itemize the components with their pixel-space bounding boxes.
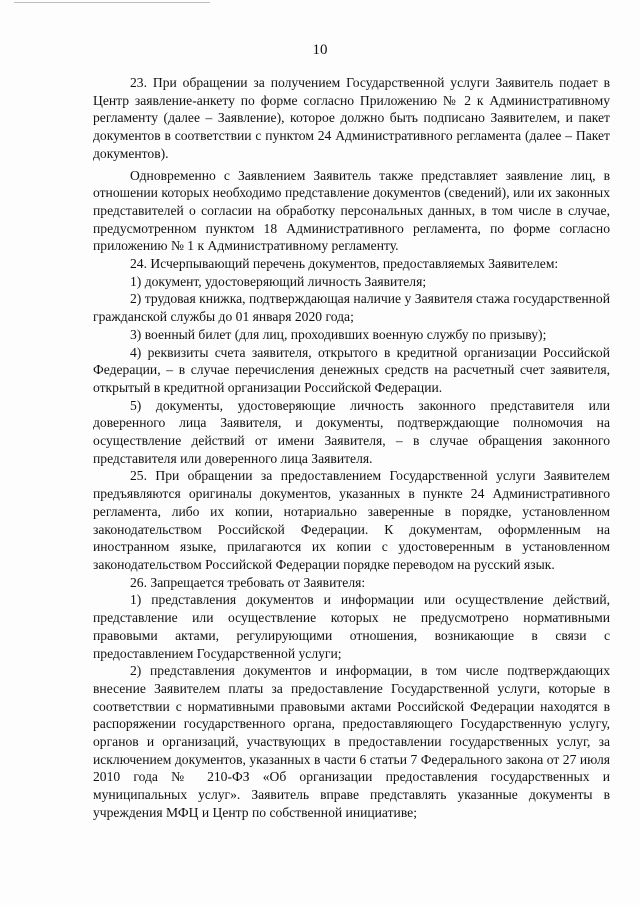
page-number: 10 — [312, 42, 328, 58]
paragraph-24: 24. Исчерпывающий перечень документов, предоставляемых Заявителем: — [130, 256, 559, 272]
list-item: 4) реквизиты счета заявителя, открытого в кредитной организации Российской Федерации, – в случае перечисления денежных средств на расчетный счет заявителя, открытый в кредитной организации Российской Федерации. — [93, 344, 610, 395]
document-body — [93, 74, 610, 822]
list-item: 2) трудовая книжка, подтверждающая наличие у Заявителя стажа государственной гражданской службы до 01 января 2020 года; — [93, 291, 610, 325]
paragraph-23: 23. При обращении за получением Государственной услуги Заявитель подает в Центр заявление-анкету по форме согласно Приложению № 2 к Административному регламенту (далее – Заявление), которое должно быть подписано Заявителем, и пакет документов в соответствии с пунктом 24 Административного регламента (далее – Пакет документов). — [93, 75, 610, 161]
list-item: 5) документы, удостоверяющие личность законного представителя или доверенного лица Заявителя, и документы, подтверждающие полномочия на осуществление действий от имени Заявителя, – в случае обращения законного представителя или доверенного лица Заявителя. — [93, 397, 610, 466]
paragraph-consent: Одновременно с Заявлением Заявитель также представляет заявление лиц, в отношении которых необходимо представление документов (сведений), или их законных представителей о согласии на обработку персональных данных, в том числе в случае, предусмотренном пунктом 18 Административного регламента, по форме согласно приложению № 1 к Административному регламенту. — [93, 167, 610, 254]
paragraph-25: 25. При обращении за предоставлением Государственной услуги Заявителем предъявляются оригиналы документов, указанных в пункте 24 Административного регламента, либо их копии, нотариально заверенные в порядке, установленном законодательством Российской Федерации. К документам, оформленным на иностранном языке, прилагаются их копии с удостоверенным в установленном законодательством Российской Федерации порядке переводом на русский язык. — [93, 468, 610, 572]
top-edge-line — [14, 2, 210, 3]
list-item: 2) представления документов и информации, в том числе подтверждающих внесение Заявителем платы за предоставление Государственной услуги, которые в соответствии с нормативными правовыми актами Российской Федерации находятся в распоряжении государственного органа, предоставляющего Государственную услугу, органов и организаций, участвующих в предоставлении государственных услуг, за исключением документов, указанных в части 6 статьи 7 Федерального закона от 27 июля 2010 года № 210-ФЗ «Об организации предоставления государственных и муниципальных услуг». Заявитель вправе представлять указанные документы в учреждения МФЦ и Центр по собственной инициативе; — [93, 663, 610, 820]
list-item: 3) военный билет (для лиц, проходивших военную службу по призыву); — [130, 326, 547, 342]
list-item: 1) документ, удостоверяющий личность Заявителя; — [130, 273, 427, 289]
paragraph-26: 26. Запрещается требовать от Заявителя: — [130, 574, 366, 590]
list-item: 1) представления документов и информации или осуществление действий, представление или осуществление которых не предусмотрено нормативными правовыми актами, регулирующими отношения, возникающие в связи с предоставлением Государственной услуги; — [93, 592, 610, 661]
